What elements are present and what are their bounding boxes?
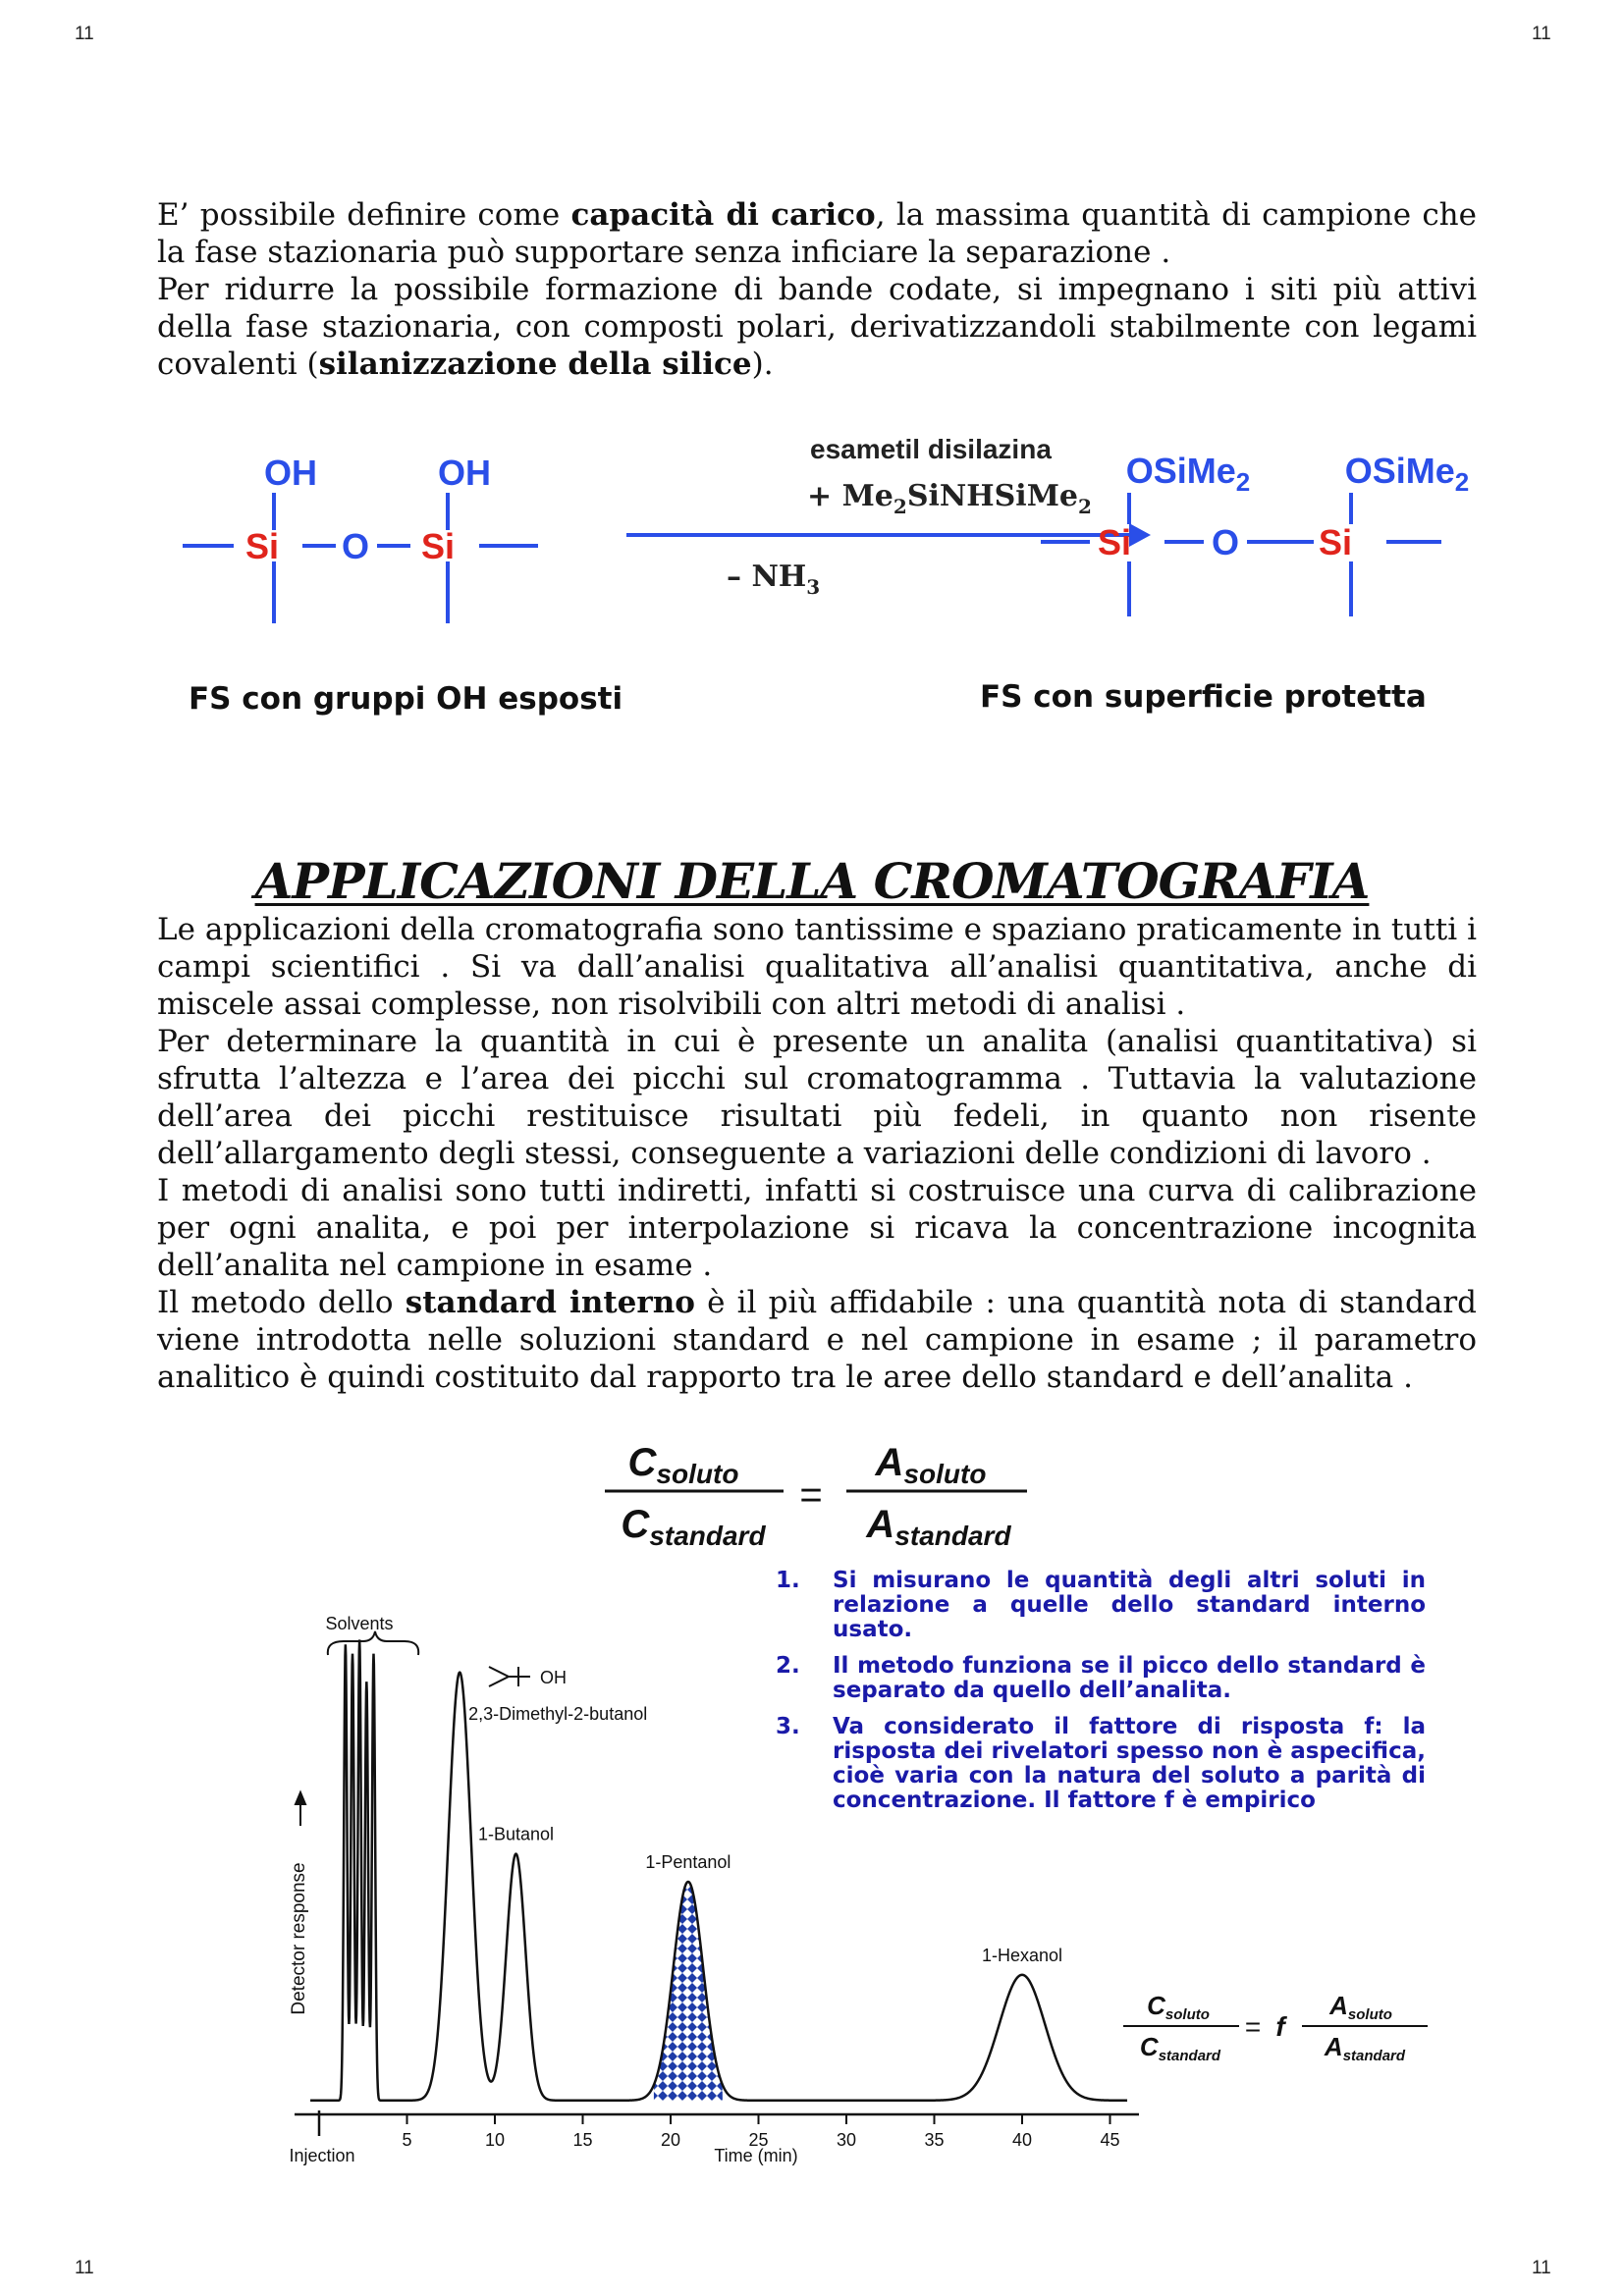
notes-list bbox=[776, 1569, 1426, 1825]
peak-label: 1-Hexanol bbox=[981, 1945, 1063, 1965]
structure-oh-label: OH bbox=[540, 1668, 567, 1687]
small-formula-c-numerator: Csoluto bbox=[1147, 1991, 1210, 2023]
x-axis-title: Time (min) bbox=[714, 2146, 798, 2165]
small-formula-f: f bbox=[1275, 2011, 1285, 2042]
term-standard-interno: standard interno bbox=[405, 1285, 695, 1320]
reagent-formula: + $Me_2SiNHSiMe_2$ bbox=[807, 479, 1092, 518]
right-si-2: Si bbox=[1318, 522, 1353, 562]
right-osime2-2: OSiMe$_2$ bbox=[1344, 451, 1470, 497]
x-tick-label: 25 bbox=[748, 2130, 769, 2150]
x-tick-label: 40 bbox=[1011, 2130, 1033, 2150]
shaded-peak-area bbox=[654, 1882, 723, 2101]
x-tick-label: 10 bbox=[484, 2130, 506, 2150]
right-osime2-1: OSiMe$_2$ bbox=[1125, 451, 1251, 497]
right-o-bridge: O bbox=[1211, 522, 1240, 562]
formula-a-denominator: Astandard bbox=[866, 1503, 1011, 1551]
peak-label: 2,3-Dimethyl-2-butanol bbox=[468, 1704, 648, 1724]
x-tick-label: 5 bbox=[402, 2130, 412, 2150]
x-tick-label: 15 bbox=[572, 2130, 593, 2150]
note-item: 3. Va considerato il fattore di risposta f: la risposta dei rivelatori spesso non è aspecifica, cioè varia con la natura del soluto a parità di concentrazione. Il fattore f è empirico bbox=[776, 1714, 1426, 1813]
left-oh-1: OH bbox=[264, 453, 317, 493]
formula-c-denominator: Cstandard bbox=[621, 1503, 766, 1551]
formula-a-numerator: Asoluto bbox=[875, 1441, 987, 1489]
page-number-top-left: 11 bbox=[75, 24, 94, 44]
term-capacita-carico: capacità di carico bbox=[570, 197, 876, 233]
byproduct-formula: – $NH_3$ bbox=[727, 560, 821, 599]
section-paragraph-4: Il metodo dello standard interno è il più affidabile : una quantità nota di standard viene introdotta nelle soluzioni standard e nel campione in esame ; il parametro analitico è quindi costituito dal rapporto tra le aree dello standard e dell’analita . bbox=[157, 1285, 1477, 1395]
solvents-label: Solvents bbox=[325, 1614, 394, 1633]
left-si-2: Si bbox=[420, 526, 456, 566]
peak-label: 1-Butanol bbox=[477, 1824, 555, 1844]
section-paragraph-1: Le applicazioni della cromatografia sono tantissime e spaziano praticamente in tutti i campi scientifici . Si va dall’analisi qualitativa all’analisi quantitativa, anche di miscele assai complesse, non risolvibili con altri metodi di analisi . bbox=[157, 912, 1477, 1022]
left-oh-2: OH bbox=[438, 453, 491, 493]
x-axis-ticks bbox=[319, 2110, 1120, 2150]
small-formula-c-denominator: Cstandard bbox=[1139, 2032, 1221, 2064]
intro-paragraph-1: E’ possibile definire come capacità di carico, la massima quantità di campione che la fase stazionaria può supportare senza inficiare la separazione . bbox=[157, 197, 1477, 270]
formula-c-numerator: Csoluto bbox=[627, 1441, 739, 1489]
small-formula-a-denominator: Astandard bbox=[1324, 2032, 1406, 2064]
x-tick-label: 20 bbox=[660, 2130, 681, 2150]
structure-icon bbox=[489, 1667, 530, 1686]
small-formula-equals: = bbox=[1244, 2011, 1262, 2042]
reagent-name: esametil disilazina bbox=[810, 434, 1052, 464]
formula-equals: = bbox=[799, 1473, 823, 1517]
left-o-bridge: O bbox=[341, 526, 370, 566]
x-tick-label: 35 bbox=[924, 2130, 945, 2150]
note-item: 1. Si misurano le quantità degli altri soluti in relazione a quelle dello standard interno usato. bbox=[776, 1568, 1426, 1642]
silanization-reaction-diagram bbox=[147, 422, 1502, 746]
page-number-bottom-left: 11 bbox=[75, 2258, 94, 2278]
section-paragraph-3: I metodi di analisi sono tutti indiretti, infatti si costruisce una curva di calibrazione per ogni analita, e poi per interpolazione si ricava la concentrazione incognita dell’analita nel campione in esame . bbox=[157, 1173, 1477, 1283]
note-item: 2. Il metodo funziona se il picco dello standard è separato da quello dell’analita. bbox=[776, 1653, 1426, 1703]
page-number-bottom-right: 11 bbox=[1532, 2258, 1551, 2278]
section-paragraph-2: Per determinare la quantità in cui è presente un analita (analisi quantitativa) si sfrutta l’altezza e l’area dei picchi sul cromatogramma . Tuttavia la valutazione dell’area dei picchi restituisce risultati più fedeli, in quanto non risente dell’allargamento degli stessi, conseguente a variazioni delle condizioni di lavoro . bbox=[157, 1024, 1477, 1171]
peak-label: 1-Pentanol bbox=[645, 1852, 731, 1872]
internal-standard-formula bbox=[599, 1425, 1041, 1553]
section-title: APPLICAZIONI DELLA CROMATOGRAFIA bbox=[254, 852, 1370, 910]
left-si-1: Si bbox=[244, 526, 280, 566]
page-number-top-right: 11 bbox=[1532, 24, 1551, 44]
y-axis-label: Detector response bbox=[289, 1862, 309, 2015]
y-axis-arrow bbox=[296, 1792, 305, 1826]
x-tick-label: 30 bbox=[836, 2130, 857, 2150]
x-axis-start-label: Injection bbox=[289, 2146, 355, 2165]
response-factor-formula bbox=[1115, 1985, 1439, 2073]
intro-paragraph-2: Per ridurre la possibile formazione di bande codate, si impegnano i siti più attivi della fase stazionaria, con composti polari, derivatizzandoli stabilmente con legami covalenti (silanizzazione della silice). bbox=[157, 272, 1477, 382]
caption-right: FS con superficie protetta bbox=[980, 679, 1427, 715]
x-tick-label: 45 bbox=[1100, 2130, 1120, 2150]
caption-left: FS con gruppi OH esposti bbox=[189, 681, 623, 717]
solvents-bracket bbox=[328, 1631, 418, 1655]
right-si-1: Si bbox=[1097, 522, 1132, 562]
term-silanizzazione: silanizzazione della silice bbox=[318, 347, 752, 382]
small-formula-a-numerator: Asoluto bbox=[1329, 1991, 1392, 2023]
